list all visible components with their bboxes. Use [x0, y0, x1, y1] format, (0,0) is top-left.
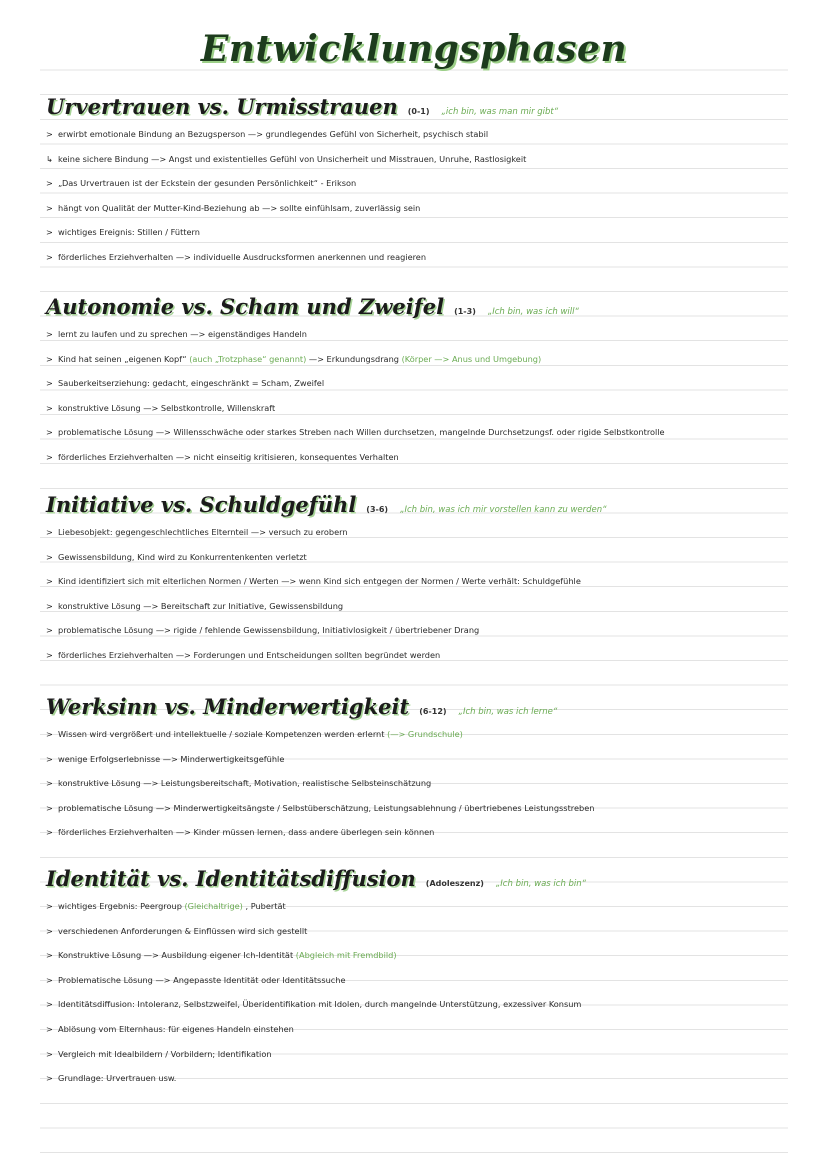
- note-line: [46, 1017, 786, 1042]
- note-text: Konstruktive Lösung —> Ausbildung eigener Ich-Identität: [58, 950, 294, 961]
- note-line: [46, 968, 786, 993]
- stage-heading: [46, 694, 786, 722]
- note-line: [46, 643, 786, 668]
- note-text: konstruktive Lösung —> Leistungsbereitschaft, Motivation, realistische Selbsteinschätzung: [58, 778, 432, 789]
- bullet-marker: >: [46, 600, 53, 611]
- note-aside: (Abgleich mit Fremdbild): [293, 950, 397, 961]
- stage-title: Urvertrauen vs. Urmisstrauen: [46, 94, 398, 119]
- note-aside: (Gleichaltrige): [181, 901, 243, 911]
- stage-age: (3-6): [366, 505, 389, 514]
- note-line: [46, 747, 786, 772]
- stage-section: [46, 492, 786, 668]
- bullet-marker: >: [46, 974, 53, 985]
- note-text: Problematische Lösung —> Angepasste Identität oder Identitätssuche: [58, 974, 346, 985]
- note-line: [46, 322, 786, 347]
- note-text: Identitätsdiffusion: Intoleranz, Selbstzweifel, Überidentifikation mit Idolen, durch mangelnde Unterstützung, exzessiver Konsum: [58, 999, 582, 1010]
- bullet-marker: >: [46, 950, 53, 961]
- note-text: wenige Erfolgserlebnisse —> Minderwertigkeitsgefühle: [58, 753, 285, 764]
- note-text: förderliches Erziehverhalten —> individuelle Ausdrucksformen anerkennen und reagieren: [58, 251, 427, 262]
- note-text: Kind identifiziert sich mit elterlichen Normen / Werten —> wenn Kind sich entgegen der Normen / Werte verhält: Schuldgefühle: [58, 576, 581, 587]
- bullet-marker: >: [46, 129, 53, 139]
- note-aside: (Körper —> Anus und Umgebung): [398, 353, 542, 364]
- note-line: [46, 618, 786, 643]
- stage-heading: [46, 492, 786, 520]
- stage-quote: „Ich bin, was ich will“: [487, 307, 579, 317]
- stage-quote: „Ich bin, was ich bin“: [495, 879, 587, 889]
- note-text: hängt von Qualität der Mutter-Kind-Beziehung ab —> sollte einfühlsam, zuverlässig sein: [58, 202, 421, 213]
- bullet-marker: >: [46, 353, 53, 364]
- stage-heading: [46, 866, 786, 894]
- note-text: förderliches Erziehverhalten —> Forderungen und Entscheidungen sollten begründet werden: [58, 649, 441, 660]
- note-line: [46, 943, 786, 968]
- note-text: Gewissensbildung, Kind wird zu Konkurrentenkenten verletzt: [58, 551, 307, 562]
- bullet-marker: >: [46, 451, 53, 462]
- stage-notes: [46, 520, 786, 668]
- bullet-marker: >: [46, 576, 53, 587]
- note-text: konstruktive Lösung —> Bereitschaft zur Initiative, Gewissensbildung: [58, 600, 344, 611]
- bullet-marker: >: [46, 778, 53, 789]
- stage-age: (6-12): [419, 707, 447, 716]
- stage-title: Werksinn vs. Minderwertigkeit: [46, 694, 410, 719]
- bullet-marker: >: [46, 827, 53, 838]
- note-text-continued: , Pubertät: [242, 901, 286, 911]
- stage-quote: „Ich bin, was ich lerne“: [458, 707, 558, 717]
- stage-age: (0-1): [407, 107, 430, 116]
- stage-heading: [46, 94, 786, 122]
- bullet-marker: >: [46, 551, 53, 562]
- bullet-marker: >: [46, 202, 53, 213]
- bullet-marker: >: [46, 1023, 53, 1034]
- bullet-marker: >: [46, 251, 53, 262]
- bullet-marker: >: [46, 178, 53, 189]
- note-line: [46, 122, 786, 147]
- note-line: [46, 220, 786, 245]
- note-text: Ablösung vom Elternhaus: für eigenes Handeln einstehen: [58, 1023, 294, 1034]
- note-line: [46, 420, 786, 445]
- note-text: Liebesobjekt: gegengeschlechtliches Elternteil —> versuch zu erobern: [58, 527, 348, 537]
- note-text: konstruktive Lösung —> Selbstkontrolle, Willenskraft: [58, 402, 276, 413]
- note-aside: (—> Grundschule): [384, 729, 463, 739]
- note-text: förderliches Erziehverhalten —> Kinder müssen lernen, dass andere überlegen sein können: [58, 827, 435, 838]
- note-text: erwirbt emotionale Bindung an Bezugsperson —> grundlegendes Gefühl von Sicherheit, psychisch stabil: [58, 129, 489, 139]
- bullet-marker: >: [46, 625, 53, 636]
- bullet-marker: >: [46, 901, 53, 911]
- note-line: [46, 992, 786, 1017]
- note-text: Kind hat seinen „eigenen Kopf“: [58, 353, 187, 364]
- note-text: keine sichere Bindung —> Angst und existentielles Gefühl von Unsicherheit und Misstrauen, Unruhe, Rastlosigkeit: [58, 153, 527, 164]
- note-text: wichtiges Ergebnis: Peergroup: [58, 901, 182, 911]
- note-line: [46, 894, 786, 919]
- bullet-marker: >: [46, 729, 53, 739]
- note-line: [46, 796, 786, 821]
- stage-notes: [46, 722, 786, 845]
- stage-notes: [46, 894, 786, 1091]
- note-text: Wissen wird vergrößert und intellektuelle / soziale Kompetenzen werden erlernt: [58, 729, 385, 739]
- stage-heading: [46, 294, 786, 322]
- bullet-marker: >: [46, 925, 53, 936]
- note-text: wichtiges Ereignis: Stillen / Füttern: [58, 227, 200, 238]
- note-line: [46, 594, 786, 619]
- bullet-marker: ↳: [46, 153, 53, 164]
- bullet-marker: >: [46, 802, 53, 813]
- note-aside: (auch „Trotzphase“ genannt): [186, 353, 307, 364]
- note-line: [46, 245, 786, 270]
- note-line: [46, 545, 786, 570]
- stage-section: [46, 94, 786, 270]
- note-text: Vergleich mit Idealbildern / Vorbildern; Identifikation: [58, 1048, 272, 1059]
- bullet-marker: >: [46, 1048, 53, 1059]
- stage-title: Initiative vs. Schuldgefühl: [46, 492, 357, 517]
- note-line: [46, 520, 786, 545]
- page-title: Entwicklungsphasen: [200, 28, 628, 70]
- note-text: „Das Urvertrauen ist der Eckstein der gesunden Persönlichkeit“ - Erikson: [58, 178, 357, 189]
- note-text: lernt zu laufen und zu sprechen —> eigenständiges Handeln: [58, 329, 307, 339]
- stage-quote: „ich bin, was man mir gibt“: [441, 107, 559, 117]
- note-line: [46, 569, 786, 594]
- stage-section: [46, 866, 786, 1091]
- note-line: [46, 771, 786, 796]
- bullet-marker: >: [46, 1073, 53, 1084]
- note-line: [46, 919, 786, 944]
- stage-notes: [46, 122, 786, 270]
- bullet-marker: >: [46, 649, 53, 660]
- stage-notes: [46, 322, 786, 470]
- bullet-marker: >: [46, 402, 53, 413]
- note-line: [46, 196, 786, 221]
- note-text: Sauberkeitserziehung: gedacht, eingeschränkt = Scham, Zweifel: [58, 378, 325, 389]
- note-line: [46, 371, 786, 396]
- stage-title: Identität vs. Identitätsdiffusion: [46, 866, 416, 891]
- note-text: problematische Lösung —> rigide / fehlende Gewissensbildung, Initiativlosigkeit / übertriebener Drang: [58, 625, 480, 636]
- bullet-marker: >: [46, 378, 53, 389]
- stage-quote: „Ich bin, was ich mir vorstellen kann zu werden“: [400, 505, 607, 515]
- stage-section: [46, 294, 786, 470]
- stage-age: (1-3): [454, 307, 476, 316]
- note-line: [46, 1042, 786, 1067]
- bullet-marker: >: [46, 753, 53, 764]
- note-line: [46, 171, 786, 196]
- bullet-marker: >: [46, 527, 53, 537]
- bullet-marker: >: [46, 227, 53, 238]
- note-line: [46, 147, 786, 172]
- note-line: [46, 1066, 786, 1091]
- note-text: förderliches Erziehverhalten —> nicht einseitig kritisieren, konsequentes Verhalten: [58, 451, 399, 462]
- bullet-marker: >: [46, 427, 53, 438]
- bullet-marker: >: [46, 329, 53, 339]
- stage-age: (Adoleszenz): [425, 879, 484, 888]
- note-text: problematische Lösung —> Willensschwäche oder starkes Streben nach Willen durchsetzen, mangelnde Durchsetzungsf. oder rigide Selbstkontrolle: [58, 427, 665, 438]
- bullet-marker: >: [46, 999, 53, 1010]
- note-text-continued: —> Erkundungsdrang: [306, 353, 399, 364]
- note-line: [46, 396, 786, 421]
- stage-section: [46, 694, 786, 845]
- note-text: problematische Lösung —> Minderwertigkeitsängste / Selbstüberschätzung, Leistungsablehnung / übertriebenes Leistungsstreben: [58, 802, 595, 813]
- note-text: Grundlage: Urvertrauen usw.: [58, 1073, 177, 1084]
- stage-title: Autonomie vs. Scham und Zweifel: [46, 294, 445, 319]
- note-text: verschiedenen Anforderungen & Einflüssen wird sich gestellt: [58, 925, 308, 936]
- note-line: [46, 445, 786, 470]
- note-line: [46, 347, 786, 372]
- note-line: [46, 820, 786, 845]
- note-line: [46, 722, 786, 747]
